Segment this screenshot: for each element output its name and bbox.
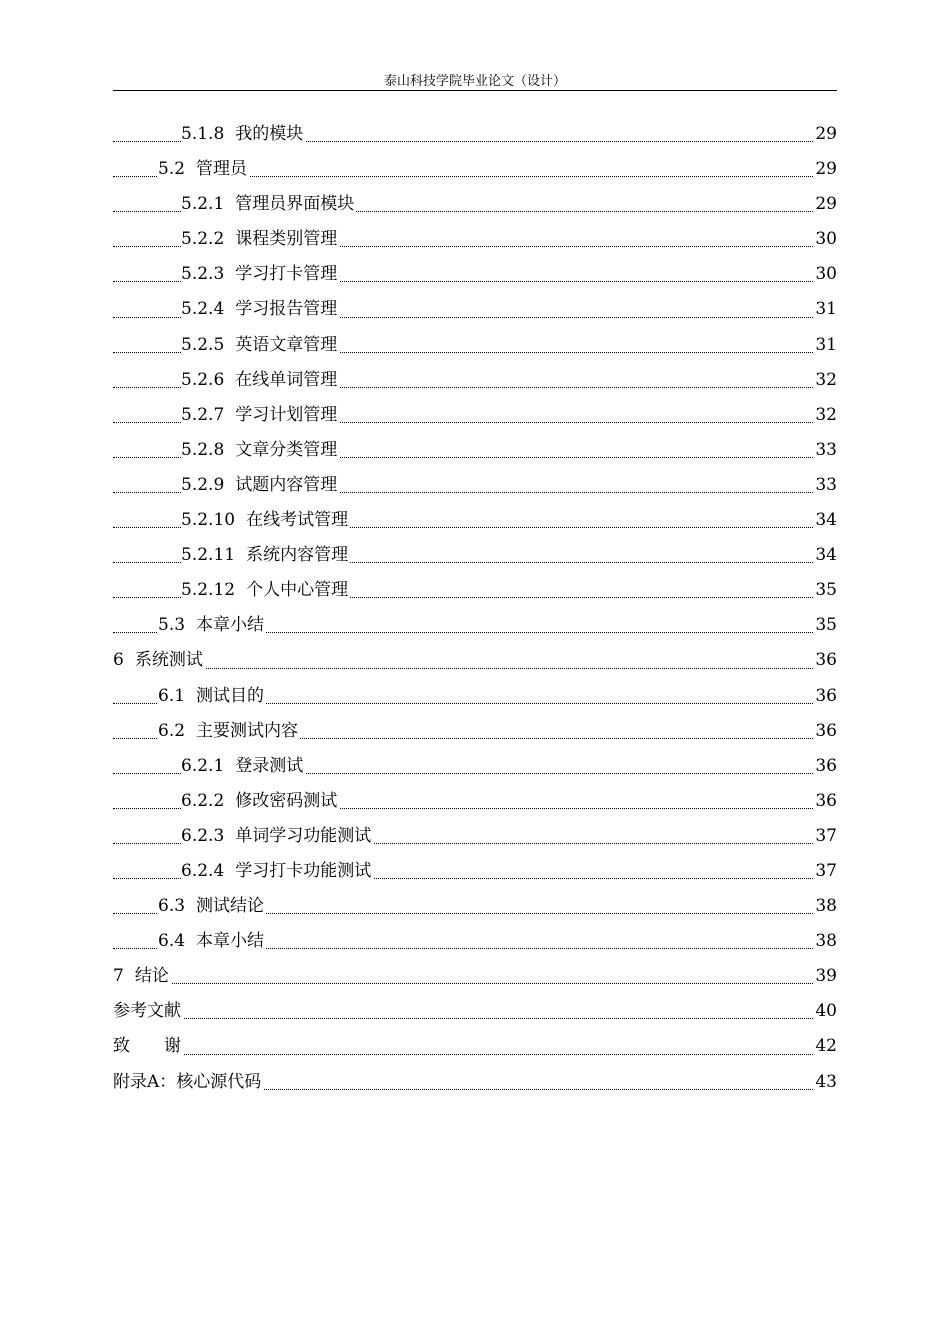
- toc-entry-number: 6.2.4: [181, 860, 225, 881]
- toc-entry[interactable]: [113, 1029, 837, 1064]
- toc-entry-page: 32: [813, 363, 837, 398]
- toc-entry-title: 系统内容管理: [246, 545, 349, 566]
- toc-entry-page: 33: [813, 468, 837, 503]
- toc-entry[interactable]: [113, 784, 837, 819]
- toc-entry-page: 39: [813, 959, 837, 994]
- toc-entry-number: 5.2.1: [181, 194, 225, 215]
- toc-entry-title: 英语文章管理: [235, 334, 338, 355]
- toc-entry-label: [113, 650, 205, 670]
- toc-entry-title: 在线考试管理: [246, 510, 349, 531]
- toc-entry[interactable]: [113, 328, 837, 363]
- toc-entry-label: [181, 510, 350, 530]
- toc-entry-label: [113, 1072, 263, 1092]
- toc-entry-number: 5.2.9: [181, 474, 225, 495]
- toc-entry-page: 30: [813, 222, 837, 257]
- toc-entry-page: 34: [813, 538, 837, 573]
- toc-entry[interactable]: [113, 503, 837, 538]
- toc-entry-label: [181, 861, 373, 881]
- toc-leader-dots: [113, 1054, 815, 1055]
- toc-entry-title: 登录测试: [235, 755, 304, 776]
- toc-entry-title: 课程类别管理: [235, 229, 338, 250]
- page-header: [113, 73, 837, 91]
- toc-entry-label: [158, 615, 266, 635]
- toc-entry-number: 6.3: [158, 896, 186, 917]
- toc-entry-page: 38: [813, 924, 837, 959]
- toc-entry-number: 5.2.5: [181, 334, 225, 355]
- toc-entry[interactable]: [113, 714, 837, 749]
- toc-entry-label: [113, 1036, 183, 1056]
- toc-entry[interactable]: [113, 643, 837, 678]
- toc-entry-title: 学习打卡功能测试: [235, 860, 372, 881]
- toc-entry-number: 5.2.3: [181, 264, 225, 285]
- toc-entry-title: 在线单词管理: [235, 369, 338, 390]
- toc-entry-title: 主要测试内容: [196, 720, 299, 741]
- toc-entry-title: 修改密码测试: [235, 790, 338, 811]
- toc-entry[interactable]: [113, 292, 837, 327]
- toc-entry-label: [158, 159, 249, 179]
- toc-entry[interactable]: [113, 257, 837, 292]
- toc-entry-label: [181, 299, 339, 319]
- toc-entry[interactable]: [113, 363, 837, 398]
- toc-entry-title: 系统测试: [134, 650, 203, 671]
- toc-entry-number: 5.2.8: [181, 439, 225, 460]
- toc-entry[interactable]: [113, 959, 837, 994]
- toc-entry-title: 个人中心管理: [246, 580, 349, 601]
- toc-entry-page: 29: [813, 187, 837, 222]
- toc-entry-title: 学习打卡管理: [235, 264, 338, 285]
- toc-entry-title: 试题内容管理: [235, 474, 338, 495]
- toc-leader-dots: [113, 983, 815, 984]
- toc-entry[interactable]: [113, 573, 837, 608]
- toc-entry-page: 29: [813, 117, 837, 152]
- toc-entry[interactable]: [113, 854, 837, 889]
- toc-entry[interactable]: [113, 117, 837, 152]
- toc-entry-label: [158, 931, 266, 951]
- toc-entry-title: 测试结论: [196, 896, 265, 917]
- toc-entry-number: 6.2.1: [181, 755, 225, 776]
- toc-entry-title: 学习报告管理: [235, 299, 338, 320]
- toc-entry-page: 32: [813, 398, 837, 433]
- toc-entry-label: [181, 229, 339, 249]
- toc-entry-number: 5.2.4: [181, 299, 225, 320]
- toc-entry-title: 附录A：核心源代码: [113, 1071, 262, 1092]
- toc-entry[interactable]: [113, 819, 837, 854]
- toc-entry-title: 本章小结: [196, 615, 265, 636]
- toc-entry-page: 33: [813, 433, 837, 468]
- toc-entry-label: [181, 335, 339, 355]
- toc-entry[interactable]: [113, 1065, 837, 1100]
- toc-entry-number: 6.4: [158, 931, 186, 952]
- toc-entry-label: [181, 545, 350, 565]
- toc-entry-number: 7: [113, 966, 124, 987]
- toc-entry[interactable]: [113, 538, 837, 573]
- toc-entry-page: 36: [813, 784, 837, 819]
- toc-entry[interactable]: [113, 924, 837, 959]
- toc-entry[interactable]: [113, 222, 837, 257]
- toc-entry-page: 36: [813, 679, 837, 714]
- toc-entry-title: 参考文献: [113, 1001, 181, 1022]
- toc-entry-label: [158, 686, 266, 706]
- toc-entry-number: 5.2: [158, 159, 186, 180]
- toc-entry-title: 管理员: [196, 159, 248, 180]
- toc-entry-number: 6.2.2: [181, 790, 225, 811]
- toc-entry-page: 31: [813, 292, 837, 327]
- toc-entry[interactable]: [113, 433, 837, 468]
- toc-entry[interactable]: [113, 187, 837, 222]
- toc-entry-number: 6.2.3: [181, 825, 225, 846]
- toc-entry-page: 42: [813, 1029, 837, 1064]
- toc-entry-number: 5.1.8: [181, 124, 225, 144]
- toc-entry-label: [181, 791, 339, 811]
- toc-leader-dots: [113, 1018, 815, 1019]
- toc-entry-label: [181, 440, 339, 460]
- toc-entry-title: 本章小结: [196, 931, 265, 952]
- toc-entry[interactable]: [113, 994, 837, 1029]
- toc-entry-label: [113, 1001, 183, 1021]
- toc-entry-page: 31: [813, 328, 837, 363]
- toc-entry-label: [158, 721, 300, 741]
- toc-entry-title: 我的模块: [235, 124, 304, 144]
- toc-entry-title: 文章分类管理: [235, 439, 338, 460]
- toc-entry[interactable]: [113, 889, 837, 924]
- toc-entry-page: 29: [813, 152, 837, 187]
- toc-entry-number: 5.2.10: [181, 510, 236, 531]
- toc-entry-label: [181, 124, 305, 144]
- toc-entry-label: [181, 826, 373, 846]
- toc-entry-page: 30: [813, 257, 837, 292]
- toc-entry-number: 6.2: [158, 720, 186, 741]
- toc-entry-title: 致 谢: [113, 1036, 181, 1057]
- toc-entry-page: 36: [813, 749, 837, 784]
- toc-entry-page: 36: [813, 714, 837, 749]
- toc-entry-number: 5.2.2: [181, 229, 225, 250]
- toc-entry-page: 34: [813, 503, 837, 538]
- toc-entry-page: 37: [813, 819, 837, 854]
- toc-entry-label: [181, 475, 339, 495]
- toc-entry-number: 5.3: [158, 615, 186, 636]
- toc-entry-title: 单词学习功能测试: [235, 825, 372, 846]
- toc-entry-page: 35: [813, 608, 837, 643]
- toc-entry[interactable]: [113, 679, 837, 714]
- toc-entry-page: 35: [813, 573, 837, 608]
- toc-entry[interactable]: [113, 468, 837, 503]
- toc-entry-page: 40: [813, 994, 837, 1029]
- toc-entry-number: 6: [113, 650, 124, 671]
- toc-leader-dots: [113, 668, 815, 669]
- toc-entry-page: 37: [813, 854, 837, 889]
- toc-entry-number: 5.2.6: [181, 369, 225, 390]
- toc-entry-label: [181, 194, 356, 214]
- toc-entry-title: 结论: [134, 966, 169, 987]
- toc-entry-label: [181, 756, 305, 776]
- toc-entry-label: [113, 966, 171, 986]
- toc-entry-label: [181, 264, 339, 284]
- toc-entry-number: 5.2.12: [181, 580, 236, 601]
- toc-entry[interactable]: [113, 608, 837, 643]
- toc-entry-title: 测试目的: [196, 685, 265, 706]
- toc-entry-page: 36: [813, 643, 837, 678]
- toc-entry-label: [181, 580, 350, 600]
- toc-entry[interactable]: [113, 749, 837, 784]
- table-of-contents: [113, 117, 837, 1100]
- toc-entry-title: 管理员界面模块: [235, 194, 355, 215]
- toc-entry-number: 6.1: [158, 685, 186, 706]
- toc-entry-label: [181, 405, 339, 425]
- toc-entry[interactable]: [113, 398, 837, 433]
- toc-entry-number: 5.2.11: [181, 545, 236, 566]
- header-title: 泰山科技学院毕业论文（设计）: [383, 74, 566, 89]
- toc-entry-label: [181, 370, 339, 390]
- toc-entry-title: 学习计划管理: [235, 404, 338, 425]
- toc-entry-page: 43: [813, 1065, 837, 1100]
- toc-entry-page: 38: [813, 889, 837, 924]
- toc-entry[interactable]: [113, 152, 837, 187]
- toc-entry-number: 5.2.7: [181, 404, 225, 425]
- toc-entry-label: [158, 896, 266, 916]
